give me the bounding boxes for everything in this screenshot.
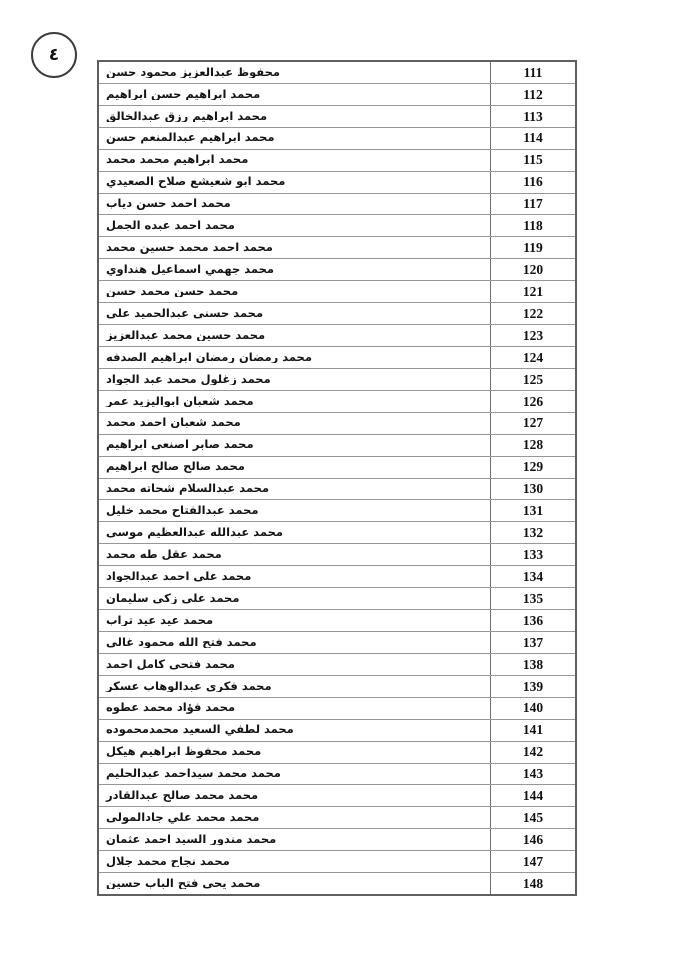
- row-number: 123: [490, 325, 575, 346]
- table-row: [99, 828, 575, 850]
- row-number: 133: [490, 544, 575, 565]
- person-name: محمد شعبان ابواليزيد عمر: [106, 395, 254, 408]
- person-name: محمد حسين محمد عبدالعزيز: [106, 329, 266, 342]
- row-number: 142: [490, 742, 575, 763]
- person-name: محمد نجاح محمد جلال: [106, 855, 230, 868]
- row-number: 129: [490, 457, 575, 478]
- person-name: محمد فتح الله محمود غالى: [106, 636, 257, 649]
- table-row: [99, 872, 575, 894]
- table-row: [99, 543, 575, 565]
- row-number: 121: [490, 281, 575, 302]
- row-number: 146: [490, 829, 575, 850]
- row-number: 143: [490, 764, 575, 785]
- person-name: محمد مندور السيد احمد عثمان: [106, 833, 277, 846]
- row-number: 124: [490, 347, 575, 368]
- table-row: [99, 368, 575, 390]
- row-number: 131: [490, 500, 575, 521]
- row-number: 135: [490, 588, 575, 609]
- table-row: [99, 236, 575, 258]
- row-number: 127: [490, 413, 575, 434]
- page-number-badge: [31, 32, 77, 78]
- row-number: 148: [490, 873, 575, 894]
- row-number: 126: [490, 391, 575, 412]
- person-name: محمد ابو شعيشع صلاح الصعيدي: [106, 176, 286, 188]
- table-row: [99, 149, 575, 171]
- person-name: محمد فؤاد محمد عطوه: [106, 702, 236, 714]
- person-name: محمد عبدالسلام شحاته محمد: [106, 483, 270, 495]
- person-name: محمد علي زكي سليمان: [106, 592, 240, 605]
- person-name: محمد ابراهيم محمد محمد: [106, 154, 249, 166]
- table-row: [99, 478, 575, 500]
- row-number: 116: [490, 172, 575, 193]
- person-name: محمد عقل طه محمد: [106, 548, 222, 561]
- row-number: 120: [490, 259, 575, 280]
- table-row: [99, 609, 575, 631]
- roster-table: [97, 60, 577, 896]
- table-row: [99, 521, 575, 543]
- row-number: 115: [490, 150, 575, 171]
- table-row: [99, 456, 575, 478]
- table-row: [99, 258, 575, 280]
- row-number: 119: [490, 237, 575, 258]
- table-row: [99, 193, 575, 215]
- row-number: 136: [490, 610, 575, 631]
- person-name: محمد محفوظ ابراهيم هيكل: [106, 746, 262, 758]
- table-row: [99, 302, 575, 324]
- row-number: 141: [490, 720, 575, 741]
- table-row: [99, 127, 575, 149]
- person-name: محمد احمد حسن دياب: [106, 198, 231, 210]
- row-number: 111: [490, 62, 575, 83]
- table-row: [99, 719, 575, 741]
- person-name: محمد ابراهيم عبدالمنعم حسن: [106, 132, 275, 144]
- person-name: محمد عيد عيد تراب: [106, 614, 214, 627]
- person-name: محمد لطفي السعيد محمدمحموده: [106, 724, 294, 736]
- table-row: [99, 697, 575, 719]
- row-number: 117: [490, 194, 575, 215]
- person-name: محمد علي احمد عبدالجواد: [106, 570, 252, 583]
- person-name: محمد احمد محمد حسين محمد: [106, 242, 273, 254]
- table-row: [99, 653, 575, 675]
- row-number: 130: [490, 479, 575, 500]
- person-name: محمد محمد سيداحمد عبدالحليم: [106, 768, 281, 780]
- row-number: 137: [490, 632, 575, 653]
- person-name: محمد فكري عبدالوهاب عسكر: [106, 680, 272, 693]
- table-row: [99, 346, 575, 368]
- table-row: [99, 784, 575, 806]
- table-row: [99, 587, 575, 609]
- row-number: 144: [490, 785, 575, 806]
- row-number: 140: [490, 698, 575, 719]
- person-name: محمد صالح صالح ابراهيم: [106, 461, 245, 473]
- row-number: 112: [490, 84, 575, 105]
- table-row: [99, 631, 575, 653]
- row-number: 125: [490, 369, 575, 390]
- table-row: [99, 324, 575, 346]
- table-row: [99, 390, 575, 412]
- person-name: محمد احمد عبده الجمل: [106, 220, 235, 232]
- person-name: محمد صابر اصنعى ابراهيم: [106, 439, 254, 451]
- person-name: محمد رمضان رمضان ابراهيم الصدفه: [106, 351, 312, 364]
- person-name: محمد محمد علي جادالمولى: [106, 812, 260, 824]
- table-row: [99, 434, 575, 456]
- row-number: 139: [490, 676, 575, 697]
- person-name: محمد ابراهيم حسن ابراهيم: [106, 88, 261, 101]
- row-number: 134: [490, 566, 575, 587]
- table-row: [99, 171, 575, 193]
- page-number: ٤: [48, 44, 60, 65]
- row-number: 147: [490, 851, 575, 872]
- table-row: [99, 280, 575, 302]
- person-name: محمد زغلول محمد عبد الجواد: [106, 373, 271, 386]
- row-number: 114: [490, 128, 575, 149]
- row-number: 122: [490, 303, 575, 324]
- person-name: محمد محمد صالح عبدالقادر: [106, 790, 259, 802]
- person-name: محفوظ عبدالعزيز محمود حسن: [106, 66, 280, 79]
- table-row: [99, 675, 575, 697]
- person-name: محمد يحي فتح الباب حسين: [106, 877, 261, 890]
- row-number: 113: [490, 106, 575, 127]
- table-row: [99, 62, 575, 83]
- person-name: محمد حسنى عبدالحميد علي: [106, 307, 264, 320]
- table-row: [99, 499, 575, 521]
- person-name: محمد حسن محمد حسن: [106, 285, 239, 298]
- row-number: 138: [490, 654, 575, 675]
- table-row: [99, 105, 575, 127]
- person-name: محمد فتحى كامل احمد: [106, 658, 235, 671]
- table-row: [99, 565, 575, 587]
- table-row: [99, 412, 575, 434]
- row-number: 132: [490, 522, 575, 543]
- person-name: محمد عبدالفتاح محمد خليل: [106, 505, 259, 517]
- table-row: [99, 806, 575, 828]
- table-row: [99, 214, 575, 236]
- person-name: محمد عبدالله عبدالعظيم موسى: [106, 527, 284, 539]
- person-name: محمد جهمي اسماعيل هنداوي: [106, 264, 275, 276]
- table-row: [99, 83, 575, 105]
- row-number: 128: [490, 435, 575, 456]
- table-row: [99, 763, 575, 785]
- table-row: [99, 850, 575, 872]
- row-number: 118: [490, 215, 575, 236]
- person-name: محمد شعبان احمد محمد: [106, 417, 241, 429]
- row-number: 145: [490, 807, 575, 828]
- person-name: محمد ابراهيم رزق عبدالخالق: [106, 110, 268, 123]
- table-row: [99, 741, 575, 763]
